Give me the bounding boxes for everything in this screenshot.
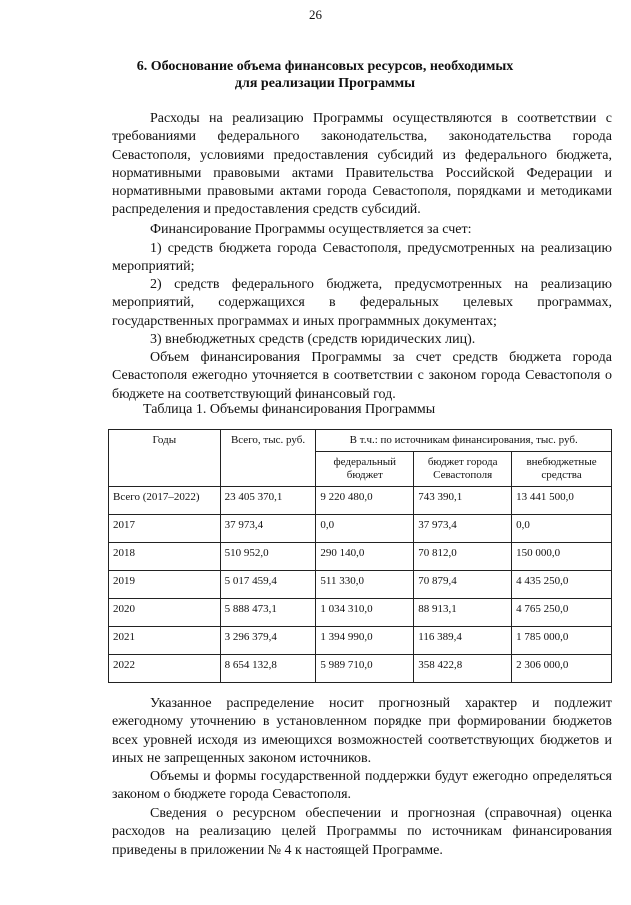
cell-federal: 1 394 990,0	[316, 627, 414, 655]
table-row	[109, 515, 612, 543]
header-extra: внебюджетные средства	[512, 452, 612, 487]
paragraph-resources: Сведения о ресурсном обеспечении и прогнозная (справочная) оценка расходов на реализацию целей Программы по источникам финансирования приведены в приложении № 4 к настоящей Программе.	[112, 806, 612, 858]
header-years: Годы	[109, 430, 221, 487]
table-row	[109, 543, 612, 571]
cell-extra: 0,0	[512, 515, 612, 543]
table-row	[109, 655, 612, 683]
cell-federal: 9 220 480,0	[316, 487, 414, 515]
header-sources: В т.ч.: по источникам финансирования, тыс. руб.	[316, 430, 612, 452]
table-row	[109, 571, 612, 599]
cell-total: 8 654 132,8	[220, 655, 316, 683]
cell-year: 2018	[109, 543, 221, 571]
cell-total: 5 888 473,1	[220, 599, 316, 627]
table-caption: Таблица 1. Объемы финансирования Программы	[143, 402, 436, 417]
cell-year: 2017	[109, 515, 221, 543]
cell-city: 70 812,0	[414, 543, 512, 571]
paragraph-source-2: 2) средств федерального бюджета, предусмотренных на реализацию мероприятий, содержащихся в федеральных целевых программах, государственных программах и иных программных документах;	[112, 277, 612, 329]
cell-extra: 4 765 250,0	[512, 599, 612, 627]
paragraph-distribution: Указанное распределение носит прогнозный характер и подлежит ежегодному уточнению в установленном порядке при формировании бюджетов всех уровней исходя из имеющихся возможностей соответствующих бюджетов и иных не запрещенных законом источников.	[112, 696, 612, 766]
section-heading	[90, 58, 560, 92]
cell-federal: 1 034 310,0	[316, 599, 414, 627]
paragraph-financing-sources: Финансирование Программы осуществляется за счет:	[150, 222, 472, 237]
cell-city: 358 422,8	[414, 655, 512, 683]
cell-extra: 13 441 500,0	[512, 487, 612, 515]
cell-extra: 1 785 000,0	[512, 627, 612, 655]
cell-extra: 4 435 250,0	[512, 571, 612, 599]
paragraph-source-3: 3) внебюджетных средств (средств юридических лиц).	[150, 332, 476, 347]
heading-line-2: для реализации Программы	[234, 76, 416, 91]
heading-line-1: 6. Обоснование объема финансовых ресурсов, необходимых	[136, 59, 514, 74]
cell-federal: 511 330,0	[316, 571, 414, 599]
cell-total: 23 405 370,1	[220, 487, 316, 515]
table-row	[109, 599, 612, 627]
cell-year: 2022	[109, 655, 221, 683]
cell-total: 5 017 459,4	[220, 571, 316, 599]
cell-total: 37 973,4	[220, 515, 316, 543]
paragraph-support: Объемы и формы государственной поддержки будут ежегодно определяться законом о бюджете города Севастополя.	[112, 769, 612, 803]
cell-year: Всего (2017–2022)	[109, 487, 221, 515]
paragraph-financing-volume: Объем финансирования Программы за счет средств бюджета города Севастополя ежегодно уточняется в соответствии с законом города Севастополя о бюджете на соответствующий финансовый год.	[112, 350, 612, 402]
cell-extra: 150 000,0	[512, 543, 612, 571]
cell-federal: 5 989 710,0	[316, 655, 414, 683]
page-number: 26	[309, 7, 322, 22]
cell-year: 2021	[109, 627, 221, 655]
cell-total: 3 296 379,4	[220, 627, 316, 655]
cell-federal: 0,0	[316, 515, 414, 543]
cell-total: 510 952,0	[220, 543, 316, 571]
cell-city: 116 389,4	[414, 627, 512, 655]
paragraph-source-1: 1) средств бюджета города Севастополя, предусмотренных на реализацию мероприятий;	[112, 241, 612, 275]
header-federal: федеральный бюджет	[316, 452, 414, 487]
cell-city: 743 390,1	[414, 487, 512, 515]
cell-city: 88 913,1	[414, 599, 512, 627]
table-row	[109, 487, 612, 515]
cell-year: 2019	[109, 571, 221, 599]
cell-city: 70 879,4	[414, 571, 512, 599]
cell-extra: 2 306 000,0	[512, 655, 612, 683]
table-header-row	[109, 430, 612, 452]
financing-table	[108, 429, 612, 683]
cell-year: 2020	[109, 599, 221, 627]
header-city: бюджет города Севастополя	[414, 452, 512, 487]
cell-city: 37 973,4	[414, 515, 512, 543]
paragraph-expenses: Расходы на реализацию Программы осуществляются в соответствии с требованиями федерального законодательства, законодательства города Севастополя, условиями предоставления субсидий из федерального бюджета, нормативными правовыми актами Правительства Российской Федерации и нормативными правовыми актами города Севастополя, порядками и методиками распределения и предоставления средств субсидий.	[112, 111, 612, 218]
cell-federal: 290 140,0	[316, 543, 414, 571]
table-row	[109, 627, 612, 655]
header-total: Всего, тыс. руб.	[220, 430, 316, 487]
